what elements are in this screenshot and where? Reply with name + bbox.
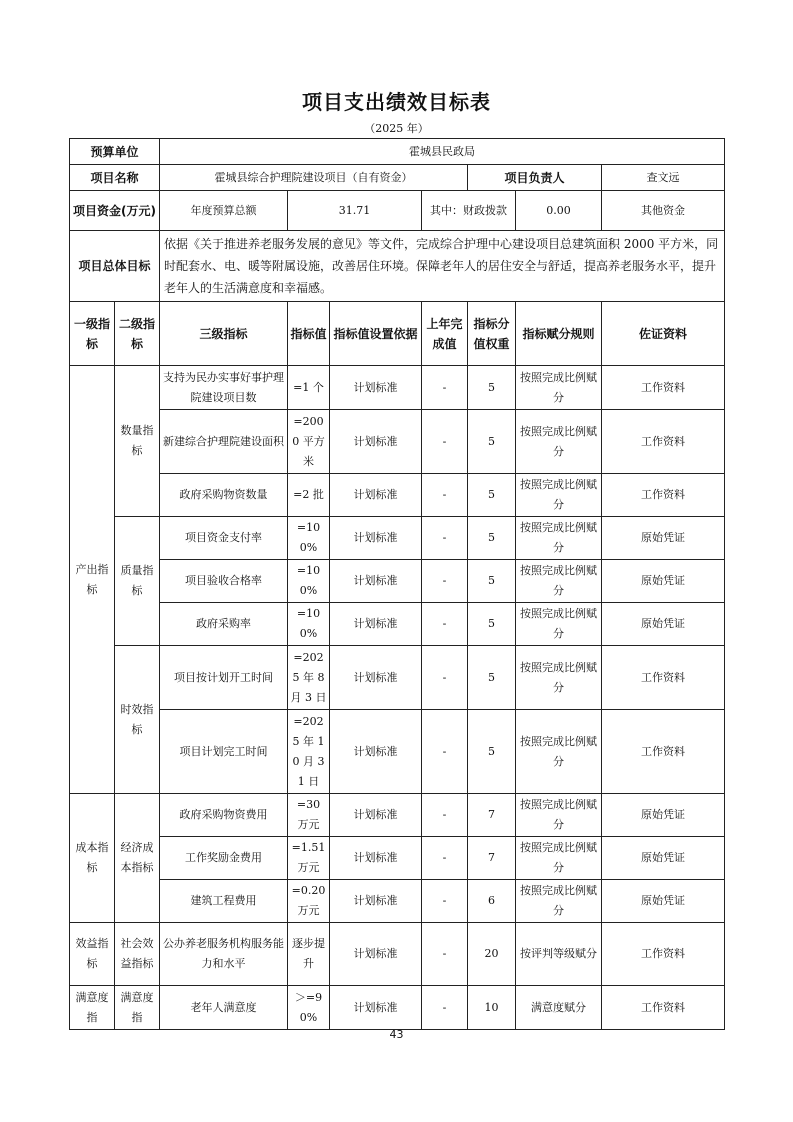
indicator-basis: 计划标准 bbox=[330, 410, 422, 474]
indicator-rule: 按照完成比例赋分 bbox=[516, 603, 602, 646]
indicator-evidence: 工作资料 bbox=[602, 410, 725, 474]
indicator-last: - bbox=[422, 366, 468, 410]
table-row bbox=[70, 560, 725, 603]
indicator-last: - bbox=[422, 603, 468, 646]
indicator-weight: 10 bbox=[468, 986, 516, 1030]
indicator-evidence: 原始凭证 bbox=[602, 837, 725, 880]
indicator-last: - bbox=[422, 710, 468, 794]
indicator-name: 项目资金支付率 bbox=[160, 517, 288, 560]
indicator-value: =30 万元 bbox=[288, 794, 330, 837]
indicator-weight: 5 bbox=[468, 366, 516, 410]
header-weight: 指标分值权重 bbox=[468, 302, 516, 366]
group-benefit: 效益指标 bbox=[70, 923, 115, 986]
indicator-rule: 按照完成比例赋分 bbox=[516, 517, 602, 560]
project-leader-value: 查文远 bbox=[602, 165, 725, 191]
header-level3: 三级指标 bbox=[160, 302, 288, 366]
table-row bbox=[70, 986, 725, 1030]
indicator-rule: 按照完成比例赋分 bbox=[516, 560, 602, 603]
header-basis: 指标值设置依据 bbox=[330, 302, 422, 366]
table-row bbox=[70, 517, 725, 560]
indicator-basis: 计划标准 bbox=[330, 837, 422, 880]
indicator-basis: 计划标准 bbox=[330, 794, 422, 837]
indicator-value: =2025 年 10 月 31 日 bbox=[288, 710, 330, 794]
group-social-benefit: 社会效益指标 bbox=[115, 923, 160, 986]
indicator-last: - bbox=[422, 880, 468, 923]
group-output: 产出指标 bbox=[70, 366, 115, 794]
group-cost: 成本指标 bbox=[70, 794, 115, 923]
indicator-rule: 按照完成比例赋分 bbox=[516, 794, 602, 837]
annual-total-label: 年度预算总额 bbox=[160, 191, 288, 231]
indicator-name: 建筑工程费用 bbox=[160, 880, 288, 923]
indicator-basis: 计划标准 bbox=[330, 986, 422, 1030]
indicator-evidence: 工作资料 bbox=[602, 710, 725, 794]
page-title: 项目支出绩效目标表 bbox=[302, 90, 491, 114]
indicator-name: 政府采购物资费用 bbox=[160, 794, 288, 837]
table-row bbox=[70, 474, 725, 517]
table-row bbox=[70, 646, 725, 710]
table-row bbox=[70, 837, 725, 880]
funds-label: 项目资金(万元) bbox=[70, 191, 160, 231]
indicator-name: 项目按计划开工时间 bbox=[160, 646, 288, 710]
indicator-value: =100% bbox=[288, 560, 330, 603]
indicator-basis: 计划标准 bbox=[330, 517, 422, 560]
page-number: 43 bbox=[389, 1028, 404, 1041]
indicator-last: - bbox=[422, 923, 468, 986]
header-evidence: 佐证资料 bbox=[602, 302, 725, 366]
header-last-year: 上年完成值 bbox=[422, 302, 468, 366]
indicator-name: 项目计划完工时间 bbox=[160, 710, 288, 794]
indicator-weight: 5 bbox=[468, 710, 516, 794]
project-name-label: 项目名称 bbox=[70, 165, 160, 191]
indicator-rule: 按照完成比例赋分 bbox=[516, 366, 602, 410]
indicator-evidence: 工作资料 bbox=[602, 646, 725, 710]
table-row bbox=[70, 923, 725, 986]
indicator-evidence: 工作资料 bbox=[602, 986, 725, 1030]
indicator-name: 项目验收合格率 bbox=[160, 560, 288, 603]
indicator-evidence: 原始凭证 bbox=[602, 560, 725, 603]
indicator-weight: 5 bbox=[468, 517, 516, 560]
indicator-name: 公办养老服务机构服务能力和水平 bbox=[160, 923, 288, 986]
annual-total-value: 31.71 bbox=[288, 191, 422, 231]
indicator-basis: 计划标准 bbox=[330, 560, 422, 603]
header-level1: 一级指标 bbox=[70, 302, 115, 366]
indicator-evidence: 原始凭证 bbox=[602, 603, 725, 646]
indicator-name: 政府采购物资数量 bbox=[160, 474, 288, 517]
indicator-basis: 计划标准 bbox=[330, 880, 422, 923]
year-label: （2025 年） bbox=[364, 122, 429, 135]
indicator-weight: 5 bbox=[468, 474, 516, 517]
indicator-basis: 计划标准 bbox=[330, 474, 422, 517]
header-value: 指标值 bbox=[288, 302, 330, 366]
fiscal-label: 其中：财政拨款 bbox=[422, 191, 516, 231]
group-timeliness: 时效指标 bbox=[115, 646, 160, 794]
indicator-rule: 按照完成比例赋分 bbox=[516, 710, 602, 794]
indicator-weight: 7 bbox=[468, 794, 516, 837]
indicator-value: 逐步提升 bbox=[288, 923, 330, 986]
group-quality: 质量指标 bbox=[115, 517, 160, 646]
indicator-evidence: 原始凭证 bbox=[602, 794, 725, 837]
indicator-value: =1 个 bbox=[288, 366, 330, 410]
indicator-rule: 按照完成比例赋分 bbox=[516, 410, 602, 474]
indicator-rule: 按照完成比例赋分 bbox=[516, 646, 602, 710]
indicator-evidence: 工作资料 bbox=[602, 474, 725, 517]
indicator-name: 支持为民办实事好事护理院建设项目数 bbox=[160, 366, 288, 410]
indicator-value: =2000 平方米 bbox=[288, 410, 330, 474]
indicator-rule: 按评判等级赋分 bbox=[516, 923, 602, 986]
indicator-evidence: 工作资料 bbox=[602, 366, 725, 410]
group-satisfaction-1: 满意度指 bbox=[70, 986, 115, 1030]
budget-unit-label: 预算单位 bbox=[70, 139, 160, 165]
indicator-last: - bbox=[422, 517, 468, 560]
indicator-last: - bbox=[422, 837, 468, 880]
goal-label: 项目总体目标 bbox=[70, 231, 160, 302]
indicator-value: =2025 年 8 月 3 日 bbox=[288, 646, 330, 710]
indicator-evidence: 原始凭证 bbox=[602, 517, 725, 560]
group-quantity: 数量指标 bbox=[115, 366, 160, 517]
indicator-name: 新建综合护理院建设面积 bbox=[160, 410, 288, 474]
indicator-last: - bbox=[422, 560, 468, 603]
indicator-weight: 7 bbox=[468, 837, 516, 880]
group-economic-cost: 经济成本指标 bbox=[115, 794, 160, 923]
indicator-basis: 计划标准 bbox=[330, 646, 422, 710]
indicator-weight: 5 bbox=[468, 603, 516, 646]
indicator-last: - bbox=[422, 794, 468, 837]
indicator-last: - bbox=[422, 646, 468, 710]
indicator-weight: 5 bbox=[468, 646, 516, 710]
fiscal-value: 0.00 bbox=[516, 191, 602, 231]
indicator-value: =2 批 bbox=[288, 474, 330, 517]
indicator-rule: 按照完成比例赋分 bbox=[516, 474, 602, 517]
indicator-rule: 按照完成比例赋分 bbox=[516, 880, 602, 923]
indicator-weight: 5 bbox=[468, 410, 516, 474]
indicator-basis: 计划标准 bbox=[330, 603, 422, 646]
indicator-rule: 满意度赋分 bbox=[516, 986, 602, 1030]
indicator-basis: 计划标准 bbox=[330, 923, 422, 986]
table-row bbox=[70, 710, 725, 794]
indicator-weight: 20 bbox=[468, 923, 516, 986]
indicator-evidence: 工作资料 bbox=[602, 923, 725, 986]
table-row bbox=[70, 794, 725, 837]
performance-table bbox=[69, 138, 725, 1030]
indicator-value: =100% bbox=[288, 517, 330, 560]
table-row bbox=[70, 366, 725, 410]
header-level2: 二级指标 bbox=[115, 302, 160, 366]
indicator-name: 工作奖励金费用 bbox=[160, 837, 288, 880]
header-rule: 指标赋分规则 bbox=[516, 302, 602, 366]
indicator-basis: 计划标准 bbox=[330, 710, 422, 794]
indicator-weight: 5 bbox=[468, 560, 516, 603]
budget-unit-value: 霍城县民政局 bbox=[160, 139, 725, 165]
project-name-value: 霍城县综合护理院建设项目（自有资金） bbox=[160, 165, 468, 191]
indicator-value: =100% bbox=[288, 603, 330, 646]
indicator-basis: 计划标准 bbox=[330, 366, 422, 410]
project-leader-label: 项目负责人 bbox=[468, 165, 602, 191]
table-row bbox=[70, 603, 725, 646]
indicator-value: =1.51 万元 bbox=[288, 837, 330, 880]
indicator-evidence: 原始凭证 bbox=[602, 880, 725, 923]
indicator-last: - bbox=[422, 410, 468, 474]
goal-text: 依据《关于推进养老服务发展的意见》等文件，完成综合护理中心建设项目总建筑面积 2000 平方米，同时配套水、电、暖等附属设施，改善居住环境。保障老年人的居住安全与舒适，提高养老服务水平，提升老年人的生活满意度和幸福感。 bbox=[160, 231, 725, 302]
table-row bbox=[70, 410, 725, 474]
indicator-value: ＞=90% bbox=[288, 986, 330, 1030]
group-satisfaction-2: 满意度指 bbox=[115, 986, 160, 1030]
indicator-weight: 6 bbox=[468, 880, 516, 923]
table-row bbox=[70, 880, 725, 923]
indicator-value: =0.20 万元 bbox=[288, 880, 330, 923]
indicator-last: - bbox=[422, 474, 468, 517]
other-funds-label: 其他资金 bbox=[602, 191, 725, 231]
indicator-name: 老年人满意度 bbox=[160, 986, 288, 1030]
indicator-name: 政府采购率 bbox=[160, 603, 288, 646]
indicator-rule: 按照完成比例赋分 bbox=[516, 837, 602, 880]
indicator-last: - bbox=[422, 986, 468, 1030]
